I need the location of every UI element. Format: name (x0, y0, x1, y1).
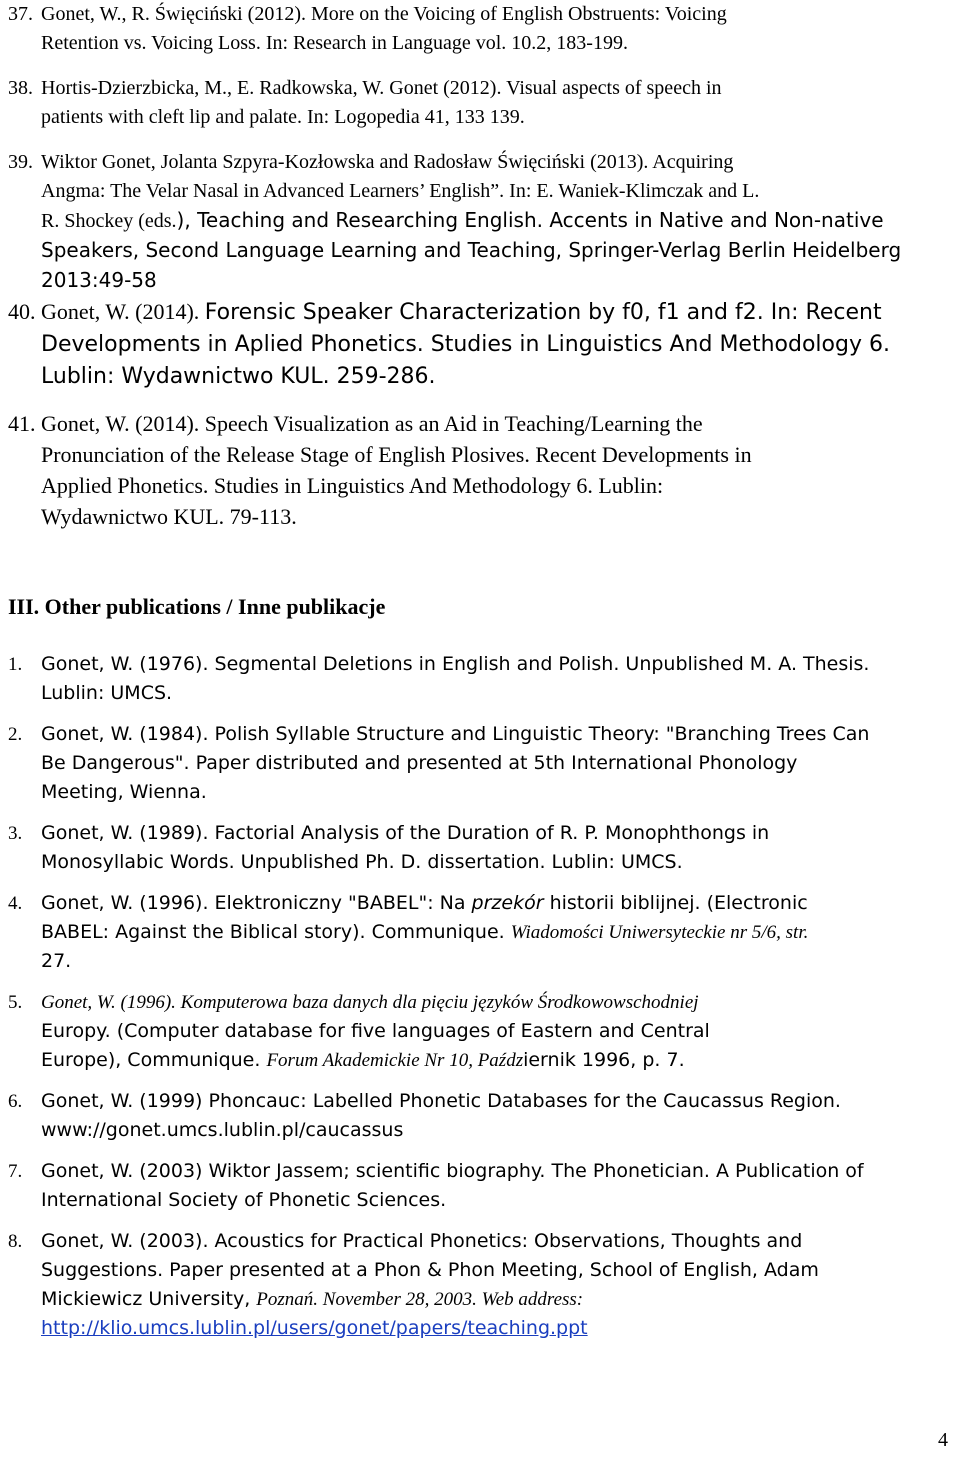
entry-number: 8. (8, 1231, 23, 1252)
entry-line (41, 74, 952, 103)
text-segment: 27. (41, 950, 72, 972)
entry-number: 37. (8, 3, 33, 25)
entry-line (41, 148, 952, 177)
text-segment: Applied Phonetics. Studies in Linguistics And Methodology 6. Lublin: (41, 473, 664, 498)
text-segment: Mickiewicz University, (41, 1288, 257, 1310)
entry-line (41, 848, 952, 877)
reference-entry (8, 296, 952, 392)
text-segment: Meeting, Wienna. (41, 781, 207, 803)
text-segment: Gonet, W., R. Święciński (2012). More on the Voicing of English Obstruents: Voicing (41, 3, 727, 25)
text-segment: BABEL: Against the Biblical story). Communique. (41, 921, 511, 943)
entry-line (41, 947, 952, 976)
text-segment: Poznań. November 28, 2003. Web address: (256, 1289, 584, 1310)
text-segment: Retention vs. Voicing Loss. In: Research in Language vol. 10.2, 183-199. (41, 32, 628, 54)
text-segment: Europe), Communique. (41, 1049, 267, 1071)
entry-line (41, 1116, 952, 1145)
text-segment: Pronunciation of the Release Stage of English Plosives. Recent Developments in (41, 442, 752, 467)
text-segment: Gonet, W. (2014). (41, 299, 205, 324)
entry-line (41, 266, 952, 296)
entry-line (41, 988, 952, 1017)
text-segment: Lublin: Wydawnictwo KUL. 259-286. (41, 364, 436, 389)
reference-entry (8, 819, 952, 877)
references-list (8, 0, 952, 532)
entry-line (41, 889, 952, 918)
entry-number: 4. (8, 893, 23, 914)
reference-entry (8, 148, 952, 296)
entry-line (41, 1227, 952, 1256)
entry-number: 5. (8, 992, 23, 1013)
section-heading: III. Other publications / Inne publikacje (8, 594, 386, 619)
text-segment: Wiadomości Uniwersyteckie nr 5/6, str. (510, 922, 809, 943)
text-segment: Gonet, W. (1984). Polish Syllable Structure and Linguistic Theory: "Branching Trees Can (41, 723, 870, 745)
entry-line (41, 679, 952, 708)
text-segment: Gonet, W. (2014). Speech Visualization as an Aid in Teaching/Learning the (41, 411, 703, 436)
entry-line (41, 1186, 952, 1215)
entry-line (41, 1087, 952, 1116)
entry-line (41, 360, 952, 392)
entry-line (41, 206, 952, 236)
text-segment: Gonet, W. (1996). Komputerowa baza danych dla pięciu języków Środkowowschodniej (41, 992, 699, 1013)
text-segment: www://gonet.umcs.lublin.pl/caucassus (41, 1119, 404, 1141)
entry-number: 38. (8, 77, 33, 99)
text-segment: historii biblijnej. (Electronic (543, 892, 808, 914)
entry-line (41, 650, 952, 679)
entry-line (41, 470, 952, 501)
entry-line (41, 103, 952, 132)
entry-number: 3. (8, 823, 23, 844)
entry-line (41, 778, 952, 807)
entry-number: 40. (8, 299, 36, 324)
entry-line (41, 918, 952, 947)
entry-line (41, 439, 952, 470)
entry-line (41, 296, 952, 328)
text-segment: Be Dangerous". Paper distributed and presented at 5th International Phonology (41, 752, 798, 774)
reference-entry (8, 74, 952, 132)
text-segment: Europy. (Computer database for five languages of Eastern and Central (41, 1020, 710, 1042)
reference-entry (8, 1087, 952, 1145)
entry-number: 7. (8, 1161, 23, 1182)
entry-line (41, 501, 952, 532)
entry-line (41, 408, 952, 439)
entry-line (41, 1046, 952, 1075)
text-segment: iernik 1996, p. 7. (523, 1049, 685, 1071)
page-number: 4 (938, 1429, 948, 1451)
reference-entry (8, 0, 952, 58)
text-segment: przekór (471, 892, 544, 914)
text-segment: Wydawnictwo KUL. 79-113. (41, 504, 297, 529)
entry-number: 6. (8, 1091, 23, 1112)
text-segment: ), Teaching and Researching English. Accents in Native and Non-native (176, 208, 884, 232)
text-segment: Forensic Speaker Characterization by f0, f1 and f2. In: Recent (204, 300, 882, 325)
entry-number: 1. (8, 654, 23, 675)
reference-entry (8, 408, 952, 532)
entry-line (41, 0, 952, 29)
reference-entry (8, 1227, 952, 1343)
text-segment: Gonet, W. (2003) Wiktor Jassem; scientific biography. The Phonetician. A Publication of (41, 1160, 864, 1182)
reference-entry (8, 889, 952, 976)
text-segment: Forum Akademickie Nr 10, Paźdz (266, 1050, 524, 1071)
text-segment: Gonet, W. (1999) Phoncauc: Labelled Phonetic Databases for the Caucassus Region. (41, 1090, 841, 1112)
entry-line (41, 236, 952, 266)
text-segment: Angma: The Velar Nasal in Advanced Learners’ English”. In: E. Waniek-Klimczak and L. (41, 180, 760, 202)
text-segment: Suggestions. Paper presented at a Phon & Phon Meeting, School of English, Adam (41, 1259, 819, 1281)
text-segment: Gonet, W. (2003). Acoustics for Practical Phonetics: Observations, Thoughts and (41, 1230, 803, 1252)
reference-entry (8, 1157, 952, 1215)
entry-line (41, 720, 952, 749)
entry-line (41, 328, 952, 360)
entry-number: 39. (8, 151, 33, 173)
web-link[interactable]: http://klio.umcs.lublin.pl/users/gonet/papers/teaching.ppt (41, 1317, 588, 1339)
other-publications-list (8, 650, 952, 1343)
entry-line (41, 1285, 952, 1314)
reference-entry (8, 988, 952, 1075)
text-segment: Wiktor Gonet, Jolanta Szpyra-Kozłowska and Radosław Święciński (2013). Acquiring (41, 151, 734, 173)
text-segment: Hortis-Dzierzbicka, M., E. Radkowska, W. Gonet (2012). Visual aspects of speech in (41, 77, 722, 99)
entry-number: 2. (8, 724, 23, 745)
entry-line (41, 1314, 952, 1343)
text-segment: Monosyllabic Words. Unpublished Ph. D. dissertation. Lublin: UMCS. (41, 851, 683, 873)
entry-line (41, 819, 952, 848)
reference-entry (8, 650, 952, 708)
text-segment: Gonet, W. (1989). Factorial Analysis of the Duration of R. P. Monophthongs in (41, 822, 770, 844)
text-segment: Lublin: UMCS. (41, 682, 173, 704)
text-segment: R. Shockey (eds. (41, 210, 177, 232)
text-segment: Gonet, W. (1976). Segmental Deletions in English and Polish. Unpublished M. A. Thesis. (41, 653, 870, 675)
entry-line (41, 29, 952, 58)
entry-line (41, 1017, 952, 1046)
text-segment: Gonet, W. (1996). Elektroniczny "BABEL": Na (41, 892, 472, 914)
text-segment: Speakers, Second Language Learning and Teaching, Springer-Verlag Berlin Heidelberg (41, 238, 902, 262)
text-segment: Developments in Aplied Phonetics. Studies in Linguistics And Methodology 6. (41, 332, 890, 357)
text-segment: 2013:49-58 (41, 268, 157, 292)
text-segment: patients with cleft lip and palate. In: Logopedia 41, 133 139. (41, 106, 525, 128)
entry-number: 41. (8, 411, 36, 436)
reference-entry (8, 720, 952, 807)
text-segment: International Society of Phonetic Sciences. (41, 1189, 447, 1211)
entry-line (41, 177, 952, 206)
entry-line (41, 1157, 952, 1186)
entry-line (41, 749, 952, 778)
entry-line (41, 1256, 952, 1285)
